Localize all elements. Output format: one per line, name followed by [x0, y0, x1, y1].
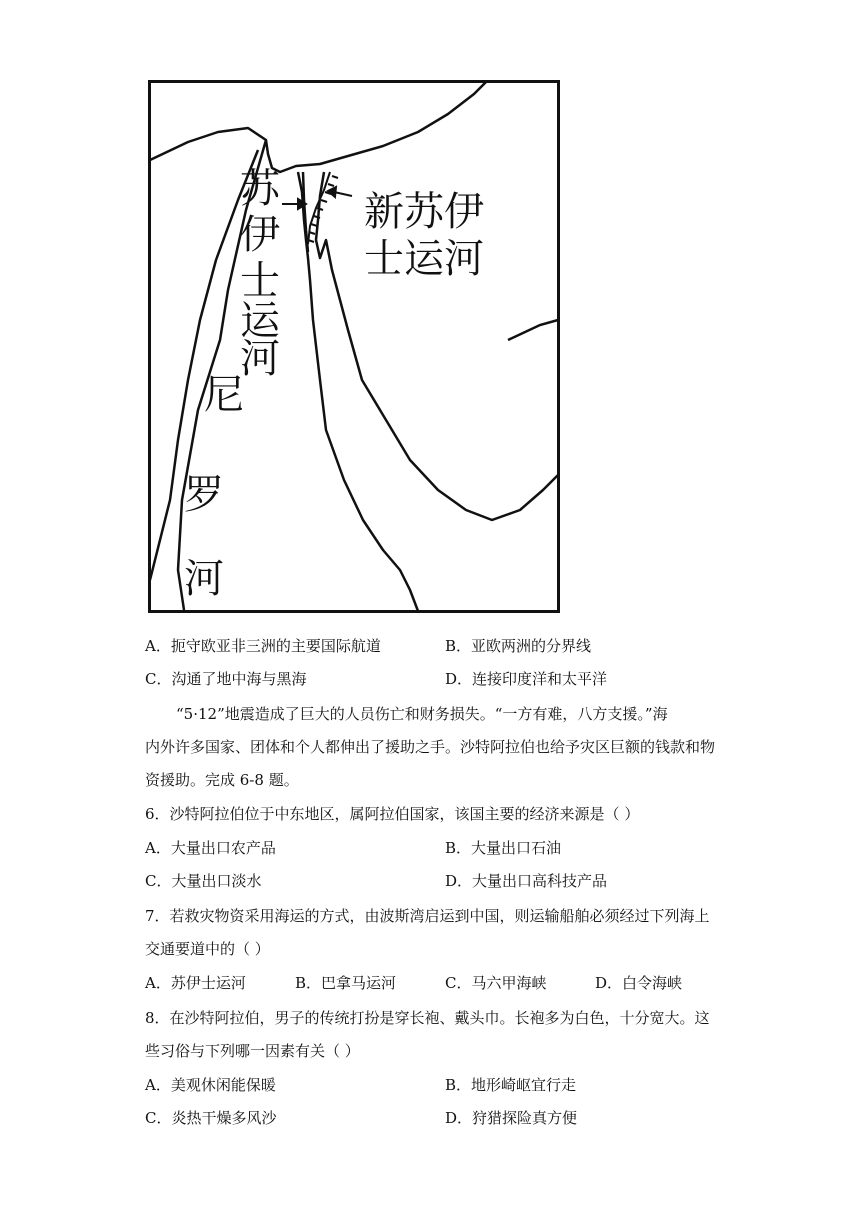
q7-option-b: B．巴拿马运河 — [295, 974, 397, 992]
nile-label-1: 尼 — [204, 372, 244, 418]
q7-option-c: C．马六甲海峡 — [445, 974, 547, 992]
q5-option-b: B．亚欧两洲的分界线 — [445, 637, 592, 655]
q8-option-b: B．地形崎岖宜行走 — [445, 1076, 577, 1094]
q6-stem: 6．沙特阿拉伯位于中东地区，属阿拉伯国家，该国主要的经济来源是（ ） — [145, 805, 640, 823]
q7-stem-line-1: 7．若救灾物资采用海运的方式，由波斯湾启运到中国，则运输船舶必须经过下列海上 — [145, 907, 710, 925]
old-canal-label-1: 苏 — [240, 166, 280, 212]
new-canal-label-line1: 新苏伊 — [364, 189, 484, 235]
new-canal-label-line2: 士运河 — [364, 236, 484, 282]
intro-line-1: “5·12”地震造成了巨大的人员伤亡和财务损失。“一方有难，八方支援。”海 — [176, 705, 668, 723]
q6-option-a: A．大量出口农产品 — [145, 839, 276, 857]
q8-option-a: A．美观休闲能保暖 — [145, 1076, 276, 1094]
q6-option-d: D．大量出口高科技产品 — [445, 872, 608, 890]
q7-option-a: A．苏伊士运河 — [145, 974, 246, 992]
q5-option-a: A．扼守欧亚非三洲的主要国际航道 — [145, 637, 381, 655]
map-frame — [150, 82, 559, 612]
q5-option-c: C．沟通了地中海与黑海 — [145, 670, 307, 688]
old-canal-label-3: 士 — [240, 258, 280, 304]
suez-canal-map — [148, 80, 560, 613]
intro-line-2: 内外许多国家、团体和个人都伸出了援助之手。沙特阿拉伯也给予灾区巨额的钱款和物 — [145, 738, 716, 756]
q6-option-c: C．大量出口淡水 — [145, 872, 262, 890]
old-canal-label-4: 运 — [240, 298, 280, 344]
q8-option-d: D．狩猎探险真方便 — [445, 1109, 578, 1127]
old-canal-label-2: 伊 — [240, 212, 280, 258]
q5-option-d: D．连接印度洋和太平洋 — [445, 670, 608, 688]
nile-label-3: 河 — [184, 556, 224, 602]
old-canal-label-5: 河 — [240, 336, 280, 382]
q7-option-d: D．白令海峡 — [595, 974, 683, 992]
q8-option-c: C．炎热干燥多风沙 — [145, 1109, 277, 1127]
q8-stem-line-1: 8．在沙特阿拉伯，男子的传统打扮是穿长袍、戴头巾。长袍多为白色，十分宽大。这 — [145, 1009, 710, 1027]
intro-line-3: 资援助。完成 6-8 题。 — [145, 771, 299, 789]
q8-stem-line-2: 些习俗与下列哪一因素有关（ ） — [145, 1042, 360, 1060]
nile-label-2: 罗 — [184, 472, 224, 518]
q6-option-b: B．大量出口石油 — [445, 839, 562, 857]
q7-stem-line-2: 交通要道中的（ ） — [145, 940, 270, 958]
